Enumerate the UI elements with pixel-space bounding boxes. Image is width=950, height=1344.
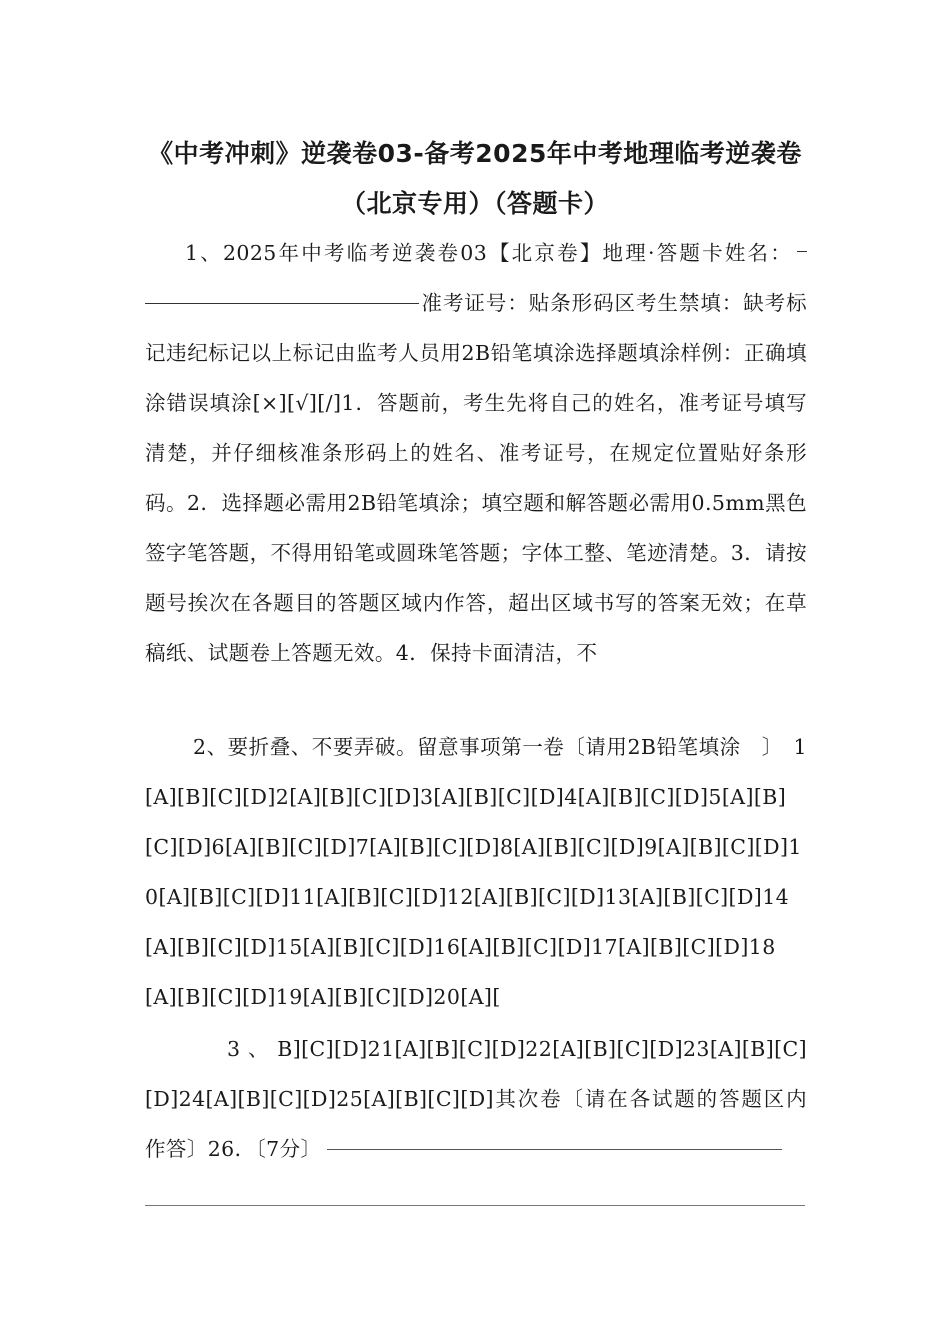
paragraph-1 — [145, 228, 807, 678]
document-title-line-2: （北京专用）（答题卡） — [340, 189, 609, 218]
answer-blank-line-2 — [145, 1205, 805, 1206]
document-title-line-1: 《中考冲刺》逆袭卷03-备考2025年中考地理临考逆袭卷 — [148, 139, 802, 168]
paragraph-3-text: 3 、 B][C][D]21[A][B][C][D]22[A][B][C][D]23[A][B][C][D]24[A][B][C][D]25[A][B][C][D]其次卷〔请在各试题的答题区内作答〕26．〔7分〕 — [145, 1037, 807, 1161]
paragraph-3 — [145, 1024, 807, 1174]
paragraph-1-body: 准考证号：贴条形码区考生禁填：缺考标记违纪标记以上标记由监考人员用2B铅笔填涂选择题填涂样例：正确填涂错误填涂[×][√][/]1．答题前，考生先将自己的姓名，准考证号填写清楚，并仔细核准条形码上的姓名、准考证号，在规定位置贴好条形码。2．选择题必需用2B铅笔填涂；填空题和解答题必需用0.5mm黑色签字笔答题，不得用铅笔或圆珠笔答题；字体工整、笔迹清楚。3．请按题号挨次在各题目的答题区域内作答，超出区域书写的答案无效；在草稿纸、试题卷上答题无效。4．保持卡面清洁，不 — [145, 291, 807, 665]
name-blank-line — [145, 302, 419, 304]
paragraph-2: 2、要折叠、不要弄破。留意事项第一卷〔请用2B铅笔填涂 〕 1[A][B][C][D]2[A][B][C][D]3[A][B][C][D]4[A][B][C][D]5[A][B][C][D]6[A][B][C][D]7[A][B][C][D]8[A][B][C][D]9[A][B][C][D]10[A][B][C][D]11[A][B][C][D]12[A][B][C][D]13[A][B][C][D]14[A][B][C][D]15[A][B][C][D]16[A][B][C][D]17[A][B][C][D]18[A][B][C][D]19[A][B][C][D]20[A][ — [145, 735, 807, 1009]
paragraph-1-intro: 1、2025年中考临考逆袭卷03【北京卷】地理·答题卡姓名： — [185, 241, 793, 265]
name-blank-start — [797, 250, 807, 252]
answer-blank-line-1 — [327, 1148, 782, 1150]
